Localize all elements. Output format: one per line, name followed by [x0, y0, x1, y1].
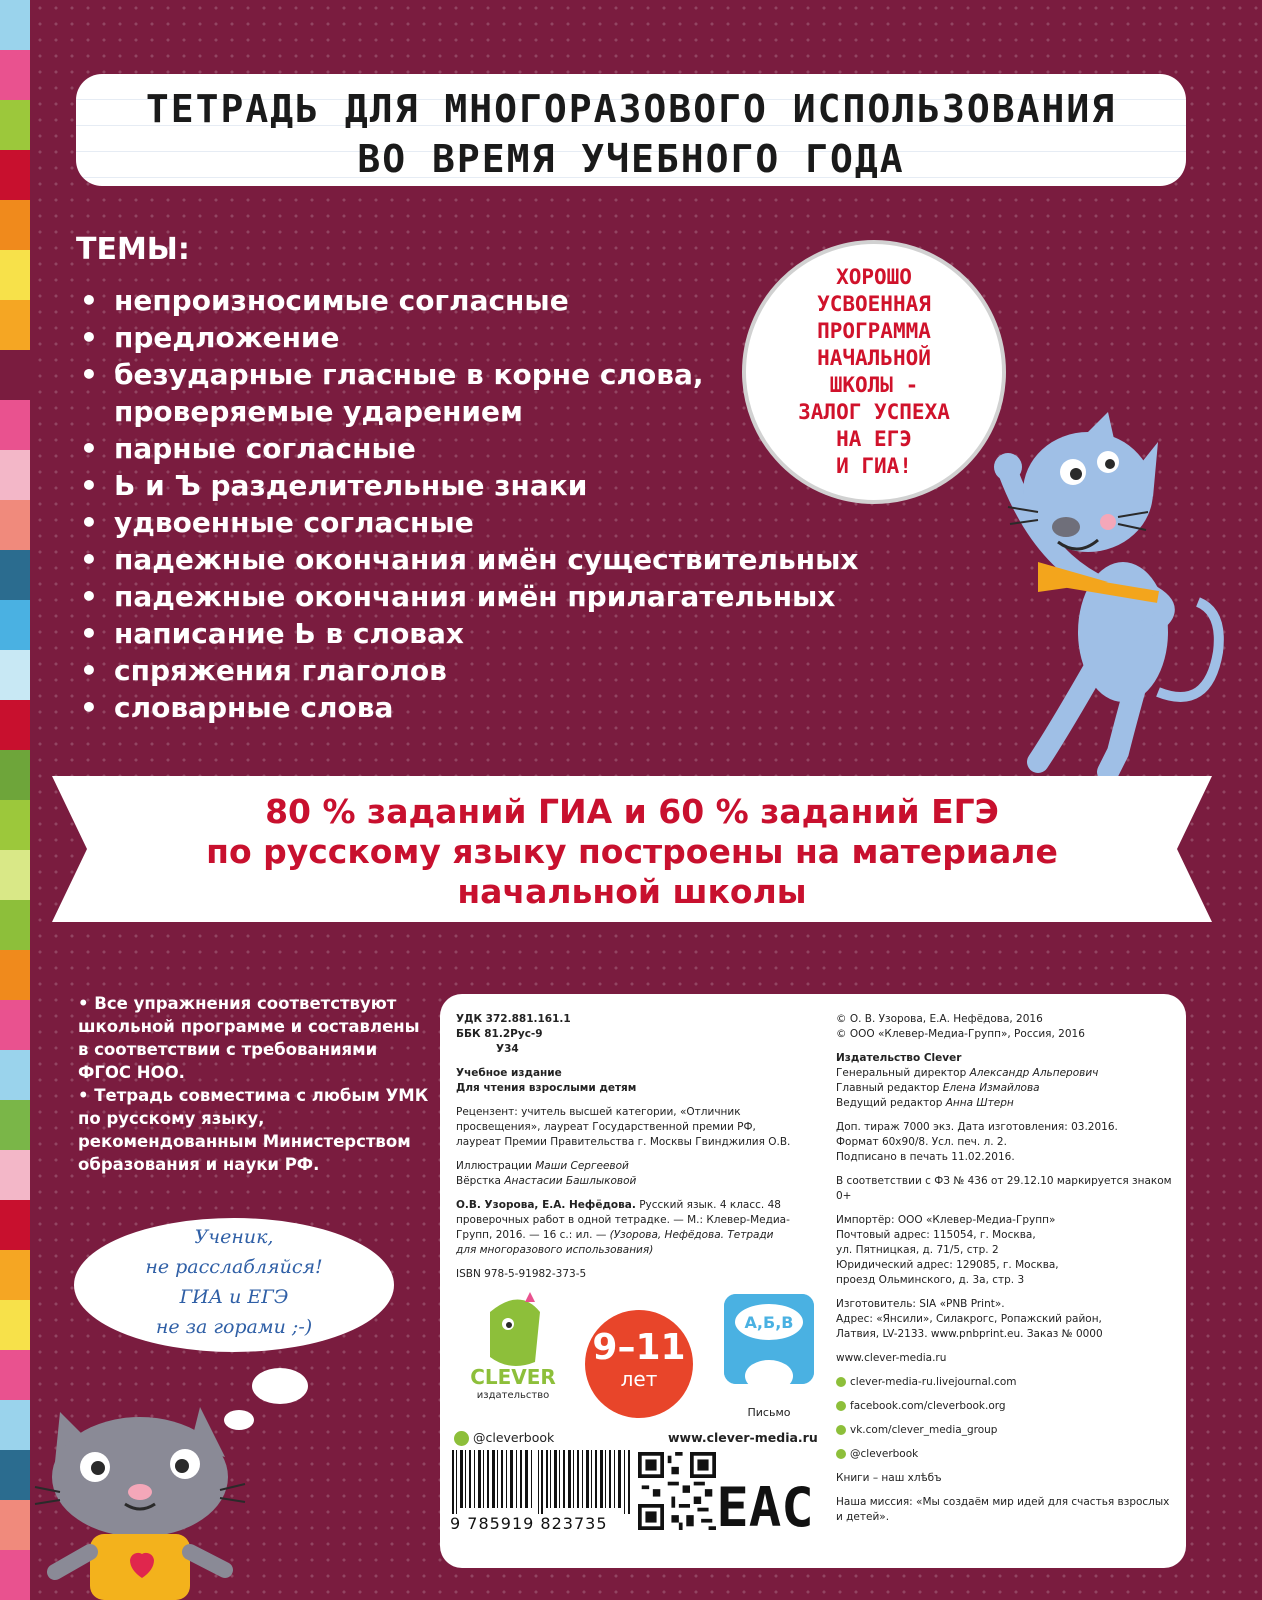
instagram-icon — [836, 1449, 846, 1459]
pismo-letters: А,Б,В — [744, 1313, 794, 1332]
note-2: • Тетрадь совместима с любым УМК по русскому языку, рекомендованным Министерством образования и науки РФ. — [78, 1086, 429, 1174]
note-1: • Все упражнения соответствуют школьной программе и составлены в соответствии с требованиями ФГОС НОО. — [78, 994, 420, 1082]
badge-line: ПРОГРАММА — [817, 319, 931, 343]
list-item: • словарные слова — [80, 691, 394, 724]
decorative-color-stripe — [0, 0, 30, 1600]
publisher-links — [836, 1351, 1176, 1525]
list-item: • парные согласные — [80, 432, 416, 465]
badge-line: ШКОЛЫ - — [829, 373, 919, 397]
livejournal-link[interactable]: clever-media-ru.livejournal.com — [836, 1375, 1176, 1390]
print-info: Подписано в печать 11.02.2016. — [836, 1151, 1015, 1163]
barcode — [450, 1450, 636, 1514]
udk: УДК 372.881.161.1 — [456, 1013, 571, 1025]
chief-editor: Главный редактор Елена Измайлова — [836, 1082, 1040, 1094]
badge-line: ХОРОШО — [836, 265, 912, 289]
layout-designer: Вёрстка Анастасии Башлыковой — [456, 1175, 637, 1187]
imprint-left-column — [456, 1012, 796, 1282]
promo-badge — [742, 240, 1006, 504]
notes-block — [78, 992, 433, 1176]
list-item: • написание Ь в словах — [80, 617, 464, 650]
eac-certification-mark — [716, 1448, 814, 1539]
importer: ул. Пятницкая, д. 71/5, стр. 2 — [836, 1244, 999, 1256]
badge-line: ЗАЛОГ УСПЕХА — [798, 400, 950, 424]
illustrator: Иллюстрации Маши Сергеевой — [456, 1160, 629, 1172]
website-link[interactable]: www.clever-media.ru — [836, 1352, 947, 1364]
eac-text: EAC — [716, 1476, 814, 1539]
list-item: • удвоенные согласные — [80, 506, 474, 539]
banner-line-1: 80 % заданий ГИА и 60 % заданий ЕГЭ — [265, 792, 999, 831]
general-director: Генеральный директор Александр Альперович — [836, 1067, 1099, 1079]
lead-editor: Ведущий редактор Анна Штерн — [836, 1097, 1014, 1109]
thought-bubble-dot — [252, 1368, 308, 1404]
clever-name: CLEVER — [470, 1365, 556, 1389]
motto: Книги – наш хлѣбъ — [836, 1472, 942, 1484]
importer: Почтовый адрес: 115054, г. Москва, — [836, 1229, 1036, 1241]
badge-line: И ГИА! — [836, 454, 912, 478]
bubble-line: не за горами ;-) — [155, 1316, 313, 1338]
edition-type: Учебное издание — [456, 1067, 562, 1079]
clever-sub: издательство — [476, 1390, 550, 1401]
list-item: • предложение — [80, 321, 340, 354]
importer: Импортёр: ООО «Клевер-Медиа-Групп» — [836, 1214, 1056, 1226]
barcode-digits: 9 785919 823735 — [450, 1514, 608, 1533]
manufacturer: Латвия, LV-2133. www.pnbprint.eu. Заказ № 0000 — [836, 1328, 1103, 1340]
grey-cat-illustration — [40, 1402, 250, 1600]
title-box — [76, 74, 1186, 186]
list-item: • непроизносимые согласные — [80, 284, 569, 317]
themes-list — [76, 282, 858, 726]
banner-text — [52, 792, 1212, 912]
copyright-publisher: © ООО «Клевер-Медиа-Групп», Россия, 2016 — [836, 1028, 1085, 1040]
manufacturer: Адрес: «Янсили», Силакрогс, Ропажский район, — [836, 1313, 1102, 1325]
livejournal-icon — [836, 1377, 846, 1387]
importer: Юридический адрес: 129085, г. Москва, — [836, 1259, 1059, 1271]
vk-link[interactable]: vk.com/clever_media_group — [836, 1423, 1176, 1438]
publisher: Издательство Clever — [836, 1052, 962, 1064]
title-line-1: ТЕТРАДЬ ДЛЯ МНОГОРАЗОВОГО ИСПОЛЬЗОВАНИЯ — [145, 87, 1117, 131]
author-mark: У34 — [496, 1043, 519, 1055]
importer: проезд Ольминского, д. 3а, стр. 3 — [836, 1274, 1025, 1286]
bubble-line: Ученик, — [194, 1226, 274, 1248]
list-item: проверяемые ударением — [114, 395, 523, 428]
website-bold[interactable]: www.clever-media.ru — [668, 1430, 818, 1445]
edition-audience: Для чтения взрослыми детям — [456, 1082, 637, 1094]
badge-line: НА ЕГЭ — [836, 427, 912, 451]
bibliography: О.В. Узорова, Е.А. Нефёдова. Русский язык. 4 класс. 48 проверочных работ в одной тетрадке. — М.: Клевер-Медиа-Групп, 2016. — 16 с.: ил. — (Узорова, Нефёдова. Тетради для многоразового использования) — [456, 1199, 790, 1256]
age-number: 9–11 — [592, 1327, 686, 1368]
badge-line: УСВОЕННАЯ — [817, 292, 931, 316]
bbk: ББК 81.2Рус-9 — [456, 1028, 543, 1040]
banner-line-2: по русскому языку построены на материале — [206, 832, 1058, 871]
list-item: • спряжения глаголов — [80, 654, 447, 687]
instagram-link[interactable]: @cleverbook — [836, 1447, 1176, 1462]
banner-line-3: начальной школы — [457, 872, 807, 911]
bubble-line: не расслабляйся! — [145, 1256, 323, 1278]
reviewer: Рецензент: учитель высшей категории, «Отличник просвещения», лауреат Государственной премии РФ, лауреат Премии Правительства г. Москвы Гвинджилия О.В. — [456, 1106, 791, 1148]
age-unit: лет — [620, 1367, 658, 1391]
list-item: • Ь и Ъ разделительные знаки — [80, 469, 588, 502]
list-item: • падежные окончания имён прилагательных — [80, 580, 836, 613]
print-info: Формат 60x90/8. Усл. печ. л. 2. — [836, 1136, 1007, 1148]
mission: Наша миссия: «Мы создаём мир идей для счастья взрослых и детей». — [836, 1496, 1170, 1523]
vk-icon — [836, 1425, 846, 1435]
qr-code — [638, 1452, 716, 1530]
facebook-icon — [836, 1401, 846, 1411]
speech-bubble-text — [74, 1222, 394, 1342]
cleverbook-handle[interactable]: @cleverbook — [454, 1430, 554, 1446]
ribbon-banner — [52, 776, 1212, 922]
themes-heading: ТЕМЫ: — [76, 232, 190, 267]
instagram-icon — [454, 1431, 469, 1446]
clever-logo — [450, 1292, 576, 1402]
manufacturer: Изготовитель: SIA «PNB Print». — [836, 1298, 1005, 1310]
age-law: В соответствии с ФЗ № 436 от 29.12.10 маркируется знаком 0+ — [836, 1175, 1172, 1202]
facebook-link[interactable]: facebook.com/cleverbook.org — [836, 1399, 1176, 1414]
list-item: • падежные окончания имён существительных — [80, 543, 859, 576]
badge-line: НАЧАЛЬНОЙ — [817, 346, 931, 370]
copyright-authors: © О. В. Узорова, Е.А. Нефёдова, 2016 — [836, 1013, 1043, 1025]
title-line-2: ВО ВРЕМЯ УЧЕБНОГО ГОДА — [357, 137, 905, 181]
list-item: • безударные гласные в корне слова, — [80, 358, 704, 391]
pismo-label: Письмо — [747, 1406, 791, 1419]
print-info: Доп. тираж 7000 экз. Дата изготовления: 03.2016. — [836, 1121, 1118, 1133]
bubble-line: ГИА и ЕГЭ — [179, 1286, 289, 1308]
pismo-icon — [724, 1294, 814, 1384]
isbn: ISBN 978-5-91982-373-5 — [456, 1268, 587, 1280]
age-badge — [585, 1310, 693, 1418]
imprint-panel — [440, 994, 1186, 1568]
blue-cat-illustration — [998, 412, 1238, 812]
imprint-right-column — [836, 1012, 1176, 1525]
